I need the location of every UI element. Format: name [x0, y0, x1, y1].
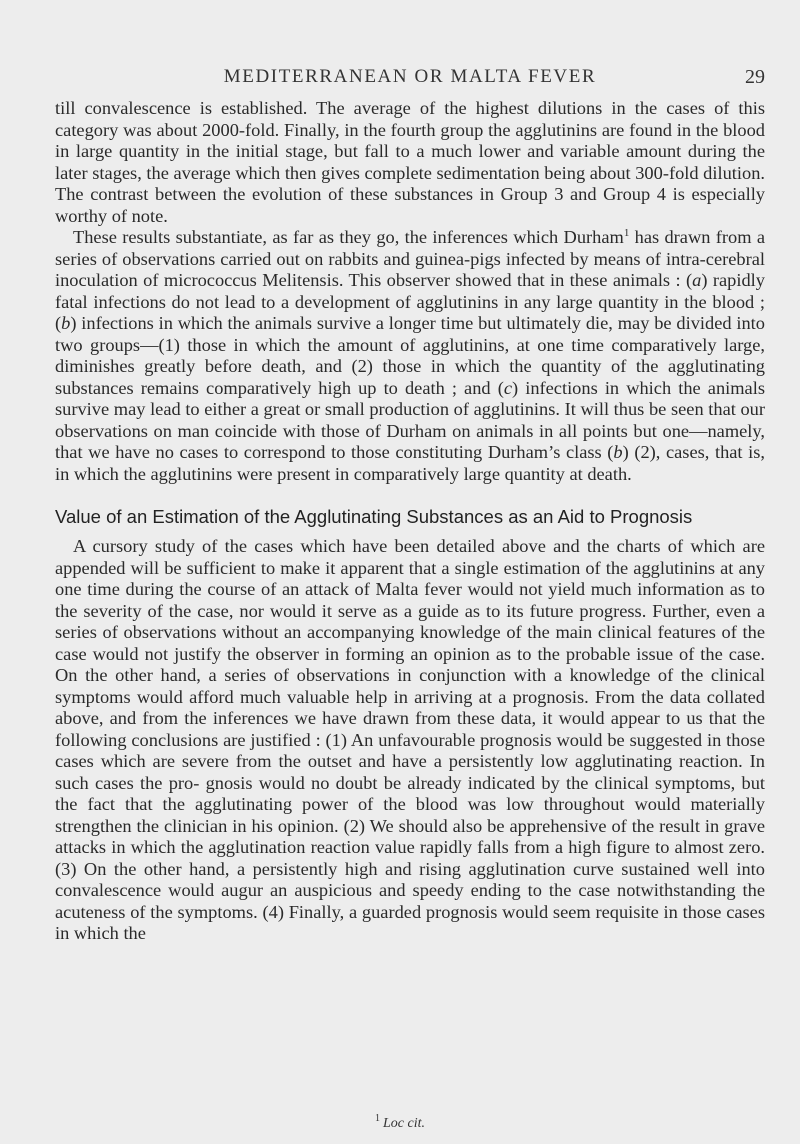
paragraph-prognosis — [55, 536, 765, 945]
running-title: MEDITERRANEAN OR MALTA FEVER — [223, 66, 597, 87]
paragraph-2-part-5: ) infections in which the animals survive may lead to either a great or small production of agglutinins. It will thus be seen that our observations on man coincide with those of Durham on animals in all points but one—namely, that we have no cases to correspond to those constituting Durham’s class ( — [55, 377, 765, 462]
paragraph-continuation — [55, 98, 765, 227]
enum-a: a — [692, 270, 702, 290]
page-number: 29 — [745, 66, 765, 88]
footnote-reference: 1 — [623, 226, 630, 239]
paragraph-2-part-1: These results substantiate, as far as they go, the inferences which Durham — [73, 227, 624, 247]
enum-b: b — [61, 313, 71, 333]
paragraph-3-text: A cursory study of the cases which have been detailed above and the charts of which are appended will be sufficient to make it apparent that a single estimation of the agglutinins at any one time during the course of an attack of Malta fever would not yield much information as to the severity of the case, nor would it serve as a guide as to its future progress. Further, even a series of observations without an accompanying knowledge of the main clinical features of the case would not justify the observer in forming an opinion as to the probable issue of the case. On the other hand, a series of observations in conjunction with a knowledge of the clinical symptoms would afford much valuable help in arriving at a prognosis. From the data collated above, and from the inferences we have drawn from these data, it would appear to us that the following conclusions are justified : (1) An unfavourable prognosis would be suggested in those cases which are severe from the outset and have a persistently low agglutinating reaction. In such cases the pro- gnosis would no doubt be already indicated by the clinical symptoms, but the fact that the agglutinating power of the blood was low throughout would materially strengthen the clinician in his opinion. (2) We should also be apprehensive of the result in grave attacks in which the agglutination reaction value rapidly falls from a high figure to almost zero. (3) On the other hand, a persistently high and rising agglutination curve sustained well into convalescence would augur an auspicious and speedy ending to the case notwithstanding the acuteness of the symptoms. (4) Finally, a guarded prognosis would seem requisite in those cases in which the — [55, 536, 765, 943]
section-heading: Value of an Estimation of the Agglutinating Substances as an Aid to Prognosis — [55, 506, 693, 527]
footnote-number: 1 — [375, 1113, 380, 1125]
paragraph-2-part-2: has drawn from a series of observations carried out on rabbits and guinea-pigs infected by means of intra-cerebral inoculation of micrococcus Melitensis. This observer showed that in these animals : ( — [55, 227, 765, 290]
paragraph-durham — [55, 227, 765, 485]
enum-b-second: b — [613, 442, 623, 462]
body-text — [55, 98, 765, 945]
running-head — [55, 66, 765, 90]
enum-c: c — [503, 377, 512, 398]
footnote — [0, 1113, 800, 1132]
paragraph-2-part-4: ) infections in which the animals survive a longer time but ultimately die, may be divided into two groups—(1) those in which the amount of agglutinins, at one time comparatively large, diminishes greatly before death, and (2) those in which the quantity of the agglutinating substances remains comparatively high up to death ; and ( — [55, 313, 765, 398]
paragraph-2-part-3: ) rapidly fatal infections do not lead to a development of agglutinins in any large quantity in the blood ; ( — [55, 270, 765, 333]
footnote-text: Loc cit. — [383, 1116, 425, 1131]
paragraph-2-part-6: ) (2), cases, that is, in which the agglutinins were present in comparatively large quantity at death. — [55, 442, 765, 484]
paragraph-1-text: till convalescence is established. The average of the highest dilutions in the cases of this category was about 2000-fold. Finally, in the fourth group the agglutinins are found in the blood in large quantity in the initial stage, but fall to a much lower and variable amount during the later stages, the average which then gives complete sedimentation being about 300-fold dilution. The contrast between the evolution of these substances in Group 3 and Group 4 is especially worthy of note. — [55, 98, 765, 226]
